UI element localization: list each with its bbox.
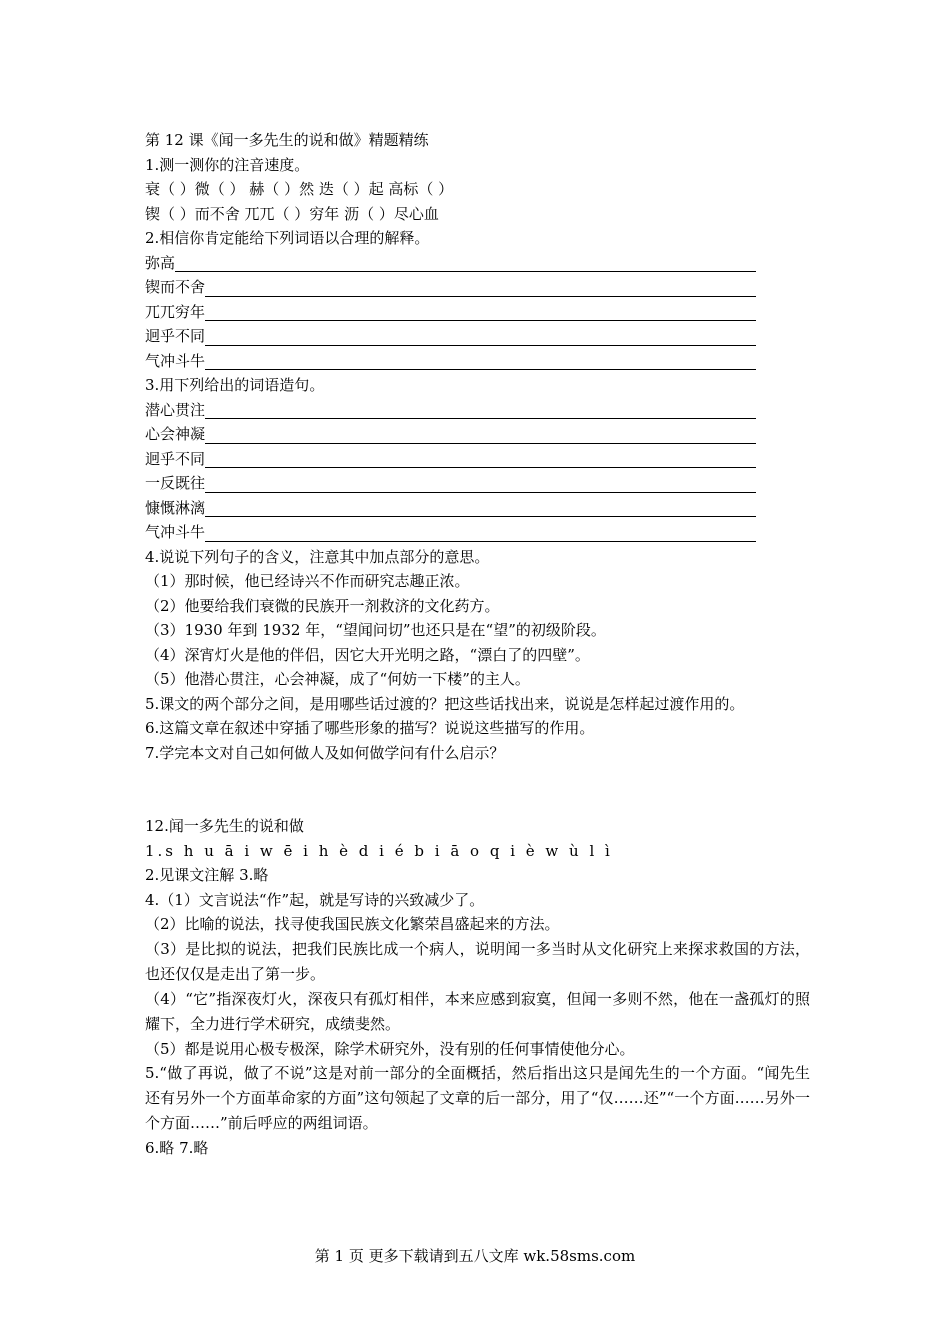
q3-item-label: 一反既往 — [145, 474, 206, 492]
q2-item — [145, 324, 756, 349]
q2-item-label: 兀兀穷年 — [145, 302, 206, 321]
answer-blank[interactable] — [205, 352, 756, 370]
q2-item-label: 迥乎不同 — [145, 327, 206, 345]
q1-heading: 1.测一测你的注音速度。 — [145, 155, 310, 174]
answer-blank[interactable] — [205, 524, 756, 542]
q1-row-2: 锲（ ）而不舍 兀兀（ ）穷年 沥（ ）尽心血 — [145, 204, 439, 223]
q3-item — [145, 471, 756, 496]
q4-item: （1）那时候，他已经诗兴不作而研究志趣正浓。 — [145, 572, 470, 590]
page-footer: 第 1 页 更多下载请到五八文库 wk.58sms.com — [314, 1247, 636, 1265]
q3-item — [145, 520, 756, 545]
q4-heading: 4.说说下列句子的含义，注意其中加点部分的意思。 — [145, 547, 490, 566]
answer-blank[interactable] — [205, 475, 756, 493]
q2-item-label: 弥高 — [145, 253, 176, 272]
q4-item: （4）深宵灯火是他的伴侣，因它大开光明之路，“漂白了的四壁”。 — [145, 645, 590, 664]
answer-blank[interactable] — [175, 254, 756, 272]
q4-item: （2）他要给我们衰微的民族开一剂救济的文化药方。 — [145, 596, 500, 615]
q3-item — [145, 447, 756, 472]
answer-blank[interactable] — [205, 499, 756, 517]
q2-item — [145, 275, 756, 300]
answers-title: 12.闻一多先生的说和做 — [145, 817, 304, 835]
answer-4-item: （2）比喻的说法，找寻使我国民族文化繁荣昌盛起来的方法。 — [145, 915, 560, 933]
q1-row-1: 衰（ ）微（ ） 赫（ ）然 迭（ ）起 高标（ ） — [145, 180, 454, 198]
q3-item-label: 潜心贯注 — [145, 400, 206, 419]
q5: 5.课文的两个部分之间，是用哪些话过渡的？把这些话找出来，说说是怎样起过渡作用的。 — [145, 694, 745, 713]
lesson-title: 第 12 课《闻一多先生的说和做》精题精练 — [145, 131, 429, 149]
answer-6-7: 6.略 7.略 — [145, 1139, 209, 1157]
q6: 6.这篇文章在叙述中穿插了哪些形象的描写？说说这些描写的作用。 — [145, 719, 595, 737]
answer-blank[interactable] — [205, 401, 756, 419]
q2-item — [145, 349, 756, 374]
q3-item-label: 迥乎不同 — [145, 449, 206, 468]
answer-1-pinyin: 1.s h u ā i w ē i h è d i é b i ā o q i è w ù l ì — [145, 841, 613, 860]
q3-item — [145, 496, 756, 521]
answer-2-3: 2.见课文注解 3.略 — [145, 866, 269, 884]
answer-4-item: （3）是比拟的说法，把我们民族比成一个病人，说明闻一多当时从文化研究上来探求救国的方法，也还仅仅是走出了第一步。 — [145, 939, 810, 983]
answer-blank[interactable] — [205, 426, 756, 444]
q7: 7.学完本文对自己如何做人及如何做学问有什么启示？ — [145, 743, 505, 762]
q4-item: （5）他潜心贯注，心会神凝，成了“何妨一下楼”的主人。 — [145, 670, 530, 688]
answer-blank[interactable] — [205, 303, 756, 321]
q3-item-label: 心会神凝 — [145, 425, 206, 443]
q3-item — [145, 398, 756, 423]
answer-5: 5.“做了再说，做了不说”这是对前一部分的全面概括，然后指出这只是闻先生的一个方面。“闻先生还有另外一个方面革命家的方面”这句领起了文章的后一部分，用了“仅……还”“一个方面……另外一个方面……”前后呼应的两组词语。 — [145, 1064, 810, 1132]
document-body — [145, 128, 810, 1161]
q2-item-label: 锲而不舍 — [145, 278, 206, 296]
answer-4-item: （4）“它”指深夜灯火，深夜只有孤灯相伴，本来应感到寂寞，但闻一多则不然，他在一盏孤灯的照耀下，全力进行学术研究，成绩斐然。 — [145, 989, 810, 1033]
q3-heading: 3.用下列给出的词语造句。 — [145, 376, 325, 394]
answer-blank[interactable] — [205, 328, 756, 346]
q2-item-label: 气冲斗牛 — [145, 351, 206, 370]
answer-blank[interactable] — [205, 279, 756, 297]
q3-item — [145, 422, 756, 447]
q2-item — [145, 300, 756, 325]
q2-item — [145, 251, 756, 276]
answer-4-item: 4.（1）文言说法“作”起，就是写诗的兴致减少了。 — [145, 890, 485, 909]
answer-blank[interactable] — [205, 450, 756, 468]
q3-item-label: 气冲斗牛 — [145, 523, 206, 541]
answer-4-item: （5）都是说用心极专极深，除学术研究外，没有别的任何事情使他分心。 — [145, 1039, 635, 1058]
q2-heading: 2.相信你肯定能给下列词语以合理的解释。 — [145, 229, 430, 247]
q3-item-label: 慷慨淋漓 — [145, 498, 206, 517]
section-gap — [145, 765, 810, 814]
q4-item: （3）1930 年到 1932 年，“望闻问切”也还只是在“望”的初级阶段。 — [145, 621, 606, 639]
